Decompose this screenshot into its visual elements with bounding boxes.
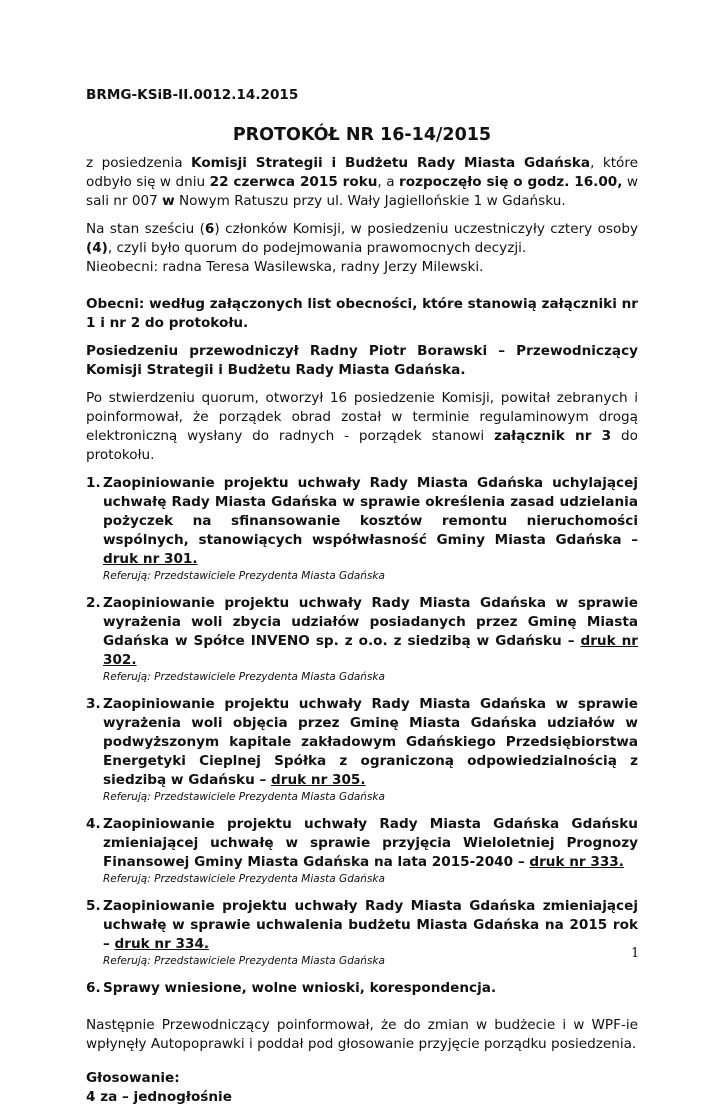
opening-text: Po stwierdzeniu quorum, otworzył 16 posiedzenie Komisji, powitał zebranych i poinformował, że porządek obrad został w terminie regulaminowym drogą elektroniczną wysłany do radnych - porządek stanowi — [86, 390, 638, 444]
agenda-item-text — [103, 594, 638, 670]
quorum-paragraph — [86, 220, 638, 277]
druk-link: druk nr 334. — [114, 936, 210, 952]
agenda-item-text — [103, 695, 638, 790]
agenda-item-text — [103, 897, 638, 954]
agenda-item-title: Zaopiniowanie projektu uchwały Rady Miasta Gdańska Gdańsku zmieniającej uchwałę w sprawie przyjęcia Wieloletniej Prognozy Finansowej Gminy Miasta Gdańska na lata 2015-2040 – — [103, 816, 638, 870]
intro-text-bold: w — [162, 193, 175, 209]
attachment-ref: załącznik nr 3 — [494, 428, 612, 444]
intro-text: z posiedzenia — [86, 155, 192, 171]
agenda-item-number: 2. — [86, 595, 101, 611]
agenda-item-referuja: Referują: Przedstawiciele Prezydenta Miasta Gdańska — [103, 873, 385, 885]
absent-members: Nieobecni: radna Teresa Wasilewska, radny Jerzy Milewski. — [86, 259, 484, 275]
page-number: 1 — [631, 946, 640, 961]
meeting-date: 22 czerwca 2015 roku — [209, 174, 378, 190]
agenda-list — [86, 474, 638, 998]
agenda-item-title: Zaopiniowanie projektu uchwały Rady Miasta Gdańska w sprawie wyrażenia woli objęcia przez Gminę Miasta Gdańska udziałów w podwyższonym kapitale zakładowym Gdańskiego Przedsiębiorstwa Energetyki Cieplnej Spółka z ograniczoną odpowiedzialnością z siedzibą w Gdańsku – — [103, 696, 638, 788]
agenda-item-1 — [86, 474, 638, 583]
quorum-text: ) członków Komisji, w posiedzeniu uczestniczyły cztery osoby — [214, 221, 639, 237]
druk-link: druk nr 302. — [103, 633, 638, 668]
attendance-paragraph: Obecni: według załączonych list obecności, które stanowią załączniki nr 1 i nr 2 do protokołu. — [86, 296, 638, 331]
agenda-item-title: Zaopiniowanie projektu uchwały Rady Miasta Gdańska zmieniającej uchwałę w sprawie uchwalenia budżetu Miasta Gdańska na 2015 rok – — [103, 898, 638, 952]
agenda-item-referuja: Referują: Przedstawiciele Prezydenta Miasta Gdańska — [103, 791, 385, 803]
agenda-item-4 — [86, 815, 638, 886]
agenda-item-referuja: Referują: Przedstawiciele Prezydenta Miasta Gdańska — [103, 671, 385, 683]
agenda-item-text — [103, 474, 638, 569]
druk-link: druk nr 305. — [271, 772, 366, 788]
druk-link: druk nr 301. — [103, 551, 198, 567]
vote-result: 4 za – jednogłośnie — [86, 1089, 232, 1105]
intro-text: Nowym Ratuszu przy ul. Wały Jagiellońskie 1 w Gdańsku. — [174, 193, 566, 209]
agenda-item-text — [103, 815, 638, 872]
opening-paragraph — [86, 389, 638, 465]
agenda-item-number: 3. — [86, 696, 101, 712]
committee-name: Komisji Strategii i Budżetu Rady Miasta Gdańska — [191, 155, 591, 171]
agenda-item-number: 5. — [86, 898, 101, 914]
agenda-item-2 — [86, 594, 638, 684]
quorum-text: Na stan sześciu ( — [86, 221, 205, 237]
agenda-item-number: 1. — [86, 475, 101, 491]
agenda-item-title: Sprawy wniesione, wolne wnioski, korespondencja. — [103, 980, 497, 996]
agenda-item-5 — [86, 897, 638, 968]
agenda-item-title: Zaopiniowanie projektu uchwały Rady Miasta Gdańska uchylającej uchwałę Rady Miasta Gdańska w sprawie określenia zasad udzielania pożyczek na sfinansowanie kosztów remontu nieruchomości wspólnych, stanowiących współwłasność Gminy Miasta Gdańska – — [103, 475, 638, 548]
document-title: PROTOKÓŁ NR 16-14/2015 — [232, 125, 492, 145]
agenda-item-referuja: Referują: Przedstawiciele Prezydenta Miasta Gdańska — [103, 570, 385, 582]
intro-paragraph — [86, 154, 638, 211]
intro-text: , a — [377, 174, 399, 190]
quorum-text: , czyli było quorum do podejmowania prawomocnych decyzji. — [107, 240, 527, 256]
present-count: (4) — [86, 240, 108, 256]
autopoprawki-paragraph: Następnie Przewodniczący poinformował, że do zmian w budżecie i w WPF-ie wpłynęły Autopoprawki i poddał pod głosowanie przyjęcie porządku posiedzenia. — [86, 1017, 638, 1052]
intro-text: w sali nr 007 — [86, 174, 638, 209]
members-count: 6 — [204, 221, 215, 237]
agenda-item-number: 6. — [86, 980, 101, 996]
agenda-item-title: Zaopiniowanie projektu uchwały Rady Miasta Gdańska w sprawie wyrażenia woli zbycia udziałów posiadanych przez Gminę Miasta Gdańska w Spółce INVENO sp. z o.o. z siedzibą w Gdańsku – — [103, 595, 638, 649]
chair-paragraph: Posiedzeniu przewodniczył Radny Piotr Borawski – Przewodniczący Komisji Strategii i Budżetu Rady Miasta Gdańska. — [86, 343, 638, 378]
agenda-item-number: 4. — [86, 816, 101, 832]
opening-text: do protokołu. — [86, 428, 638, 463]
vote-label: Głosowanie: — [86, 1070, 180, 1086]
druk-link: druk nr 333. — [529, 854, 624, 870]
document-page — [86, 86, 638, 1107]
document-reference: BRMG-KSiB-II.0012.14.2015 — [86, 87, 299, 103]
agenda-item-6 — [86, 979, 638, 998]
intro-text: , które odbyło się w dniu — [86, 155, 638, 190]
meeting-start: rozpoczęło się o godz. 16.00, — [399, 174, 623, 190]
agenda-item-referuja: Referują: Przedstawiciele Prezydenta Miasta Gdańska — [103, 955, 385, 967]
agenda-item-3 — [86, 695, 638, 804]
agenda-item-text — [103, 979, 638, 998]
